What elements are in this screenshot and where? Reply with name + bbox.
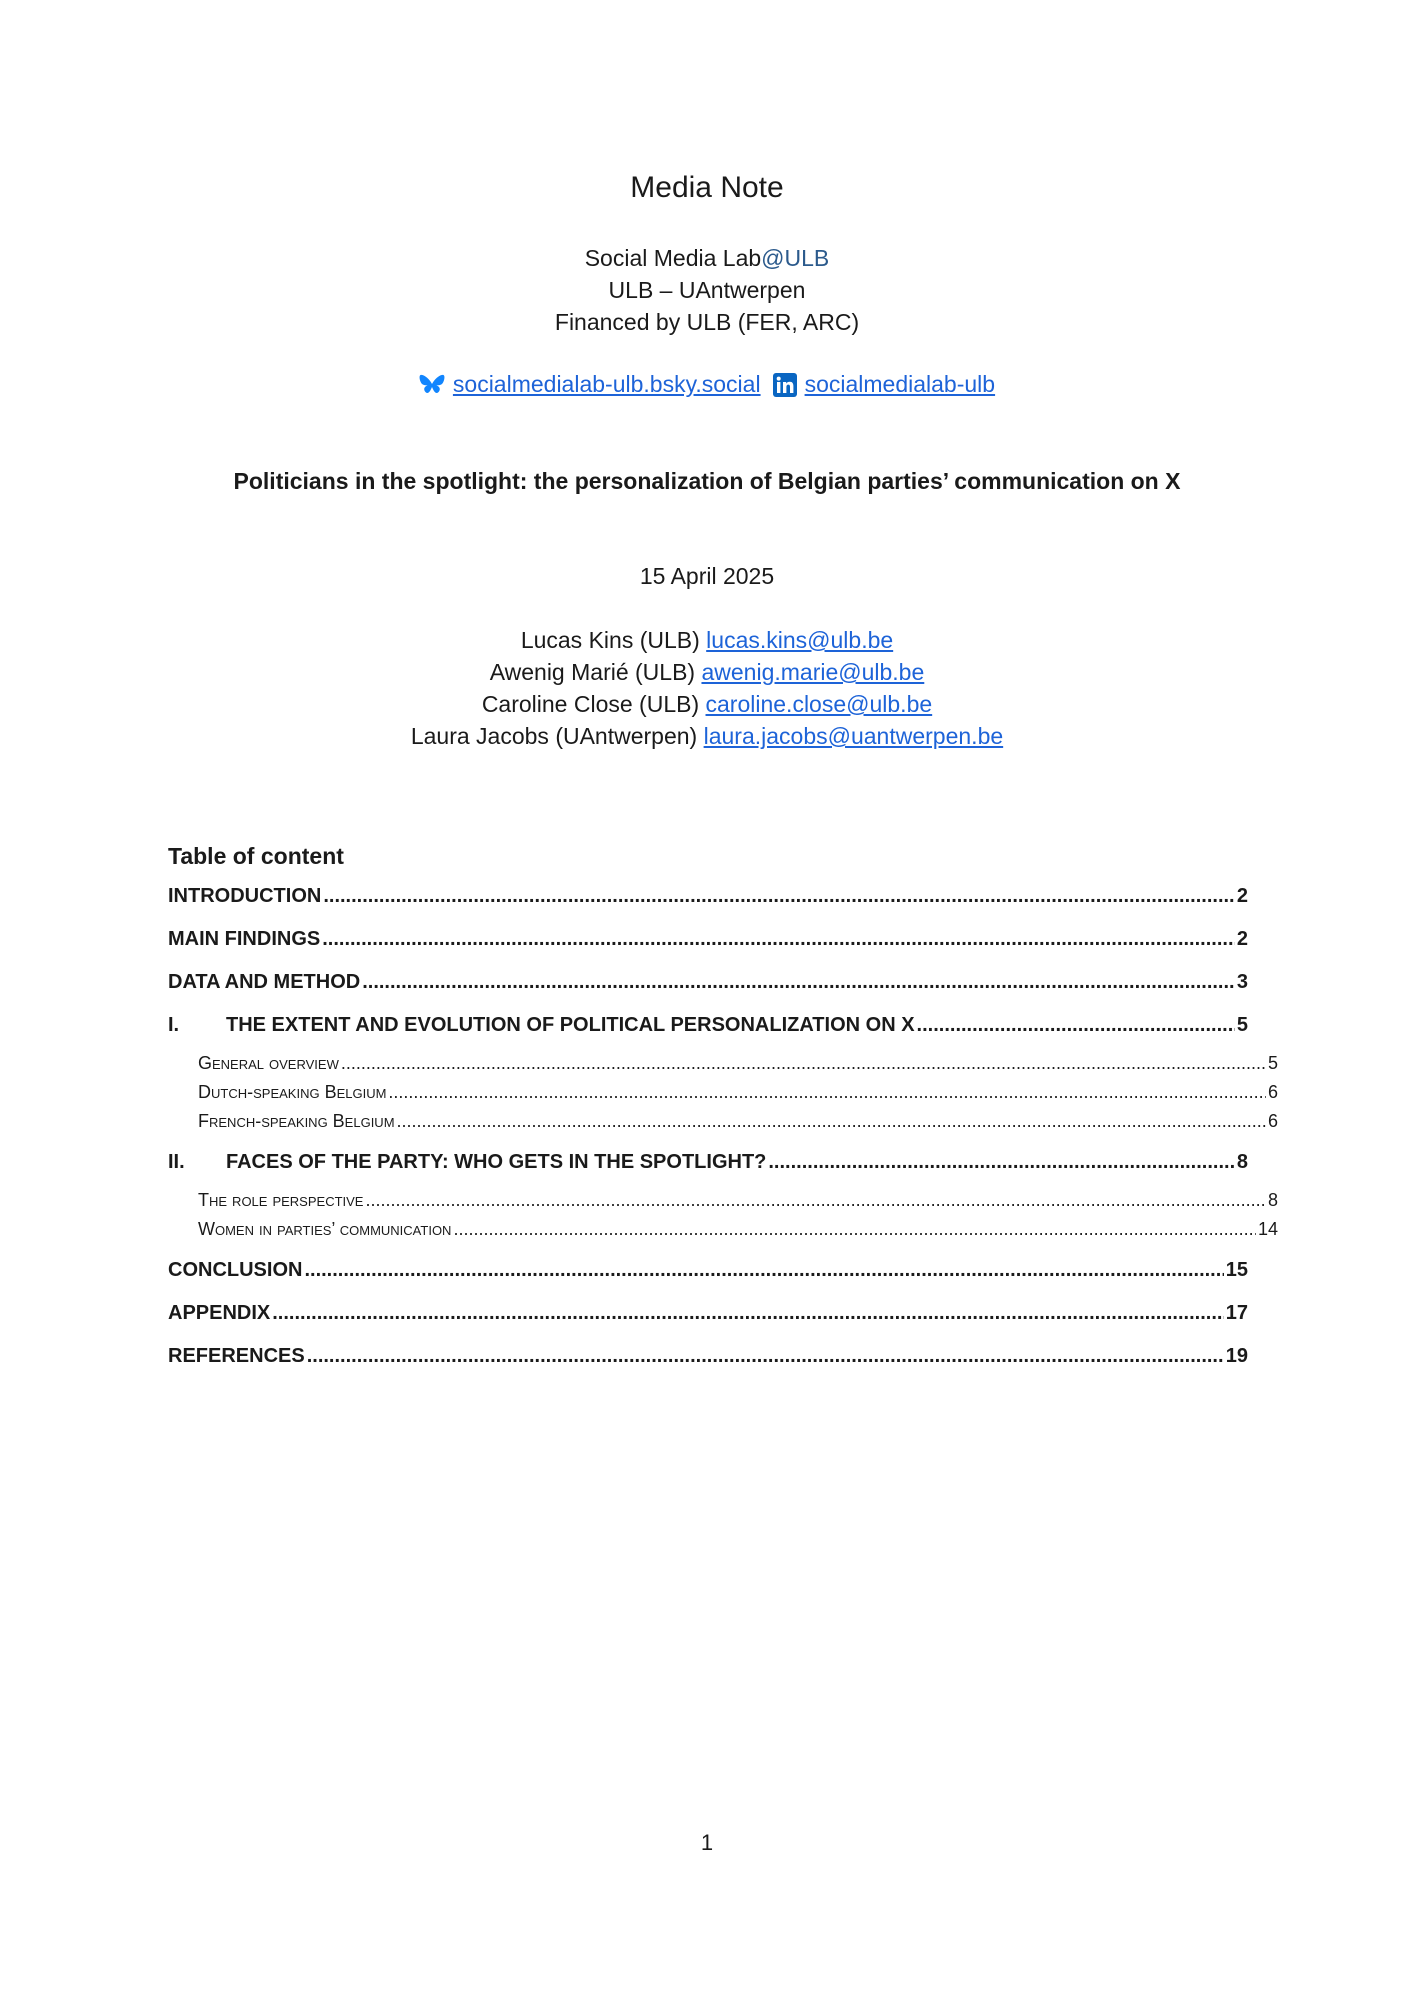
toc-entry-page: 5 [1236,1014,1248,1036]
toc-entry-label: Dutch-speaking Belgium [198,1082,387,1102]
toc-entry-label: FACES OF THE PARTY: WHO GETS IN THE SPOTLIGHT? [226,1151,767,1173]
author-name: Awenig Marié (ULB) [489,659,696,685]
toc-entry-page: 2 [1236,885,1248,907]
linkedin-link[interactable]: socialmedialab-ulb [804,371,996,397]
toc-entry-data-and-method[interactable] [168,968,1248,996]
toc-entry-label: CONCLUSION [168,1259,303,1281]
toc-entry-label: Women in parties’ communication [198,1219,452,1239]
toc-entry-number: I. [168,1014,180,1036]
organization-block [0,242,1414,338]
page-number: 1 [700,1830,714,1855]
toc-entry-label: INTRODUCTION [168,885,322,907]
organization-name: Social Media Lab [584,245,762,271]
toc-entry-role-perspective[interactable] [168,1188,1278,1212]
toc-entry-page: 8 [1236,1151,1248,1173]
toc-entry-page: 15 [1225,1259,1248,1281]
toc-entry-references[interactable] [168,1342,1248,1370]
author-email-link[interactable]: laura.jacobs@uantwerpen.be [703,723,1004,749]
author-line [0,624,1414,656]
author-email-link[interactable]: caroline.close@ulb.be [705,691,933,717]
author-name: Laura Jacobs (UAntwerpen) [410,723,698,749]
toc-entry-french-speaking[interactable] [168,1109,1278,1133]
organization-name-line [0,242,1414,274]
toc-entry-section-1[interactable] [168,1011,1248,1039]
author-line [0,688,1414,720]
author-line [0,720,1414,752]
toc-entry-page: 3 [1236,971,1248,993]
universities-line: ULB – UAntwerpen [608,277,806,303]
toc-entry-label: MAIN FINDINGS [168,928,321,950]
toc-entry-page: 19 [1225,1345,1248,1367]
toc-entry-appendix[interactable] [168,1299,1248,1327]
author-line [0,656,1414,688]
toc-entry-main-findings[interactable] [168,925,1248,953]
toc-entry-label: REFERENCES [168,1345,305,1367]
toc-entry-page: 2 [1236,928,1248,950]
toc-entry-label: DATA AND METHOD [168,971,361,993]
organization-at: @ULB [761,245,830,271]
linkedin-icon [773,373,797,405]
social-links [0,368,1414,405]
toc-entry-label: The role perspective [198,1190,364,1210]
publication-date: 15 April 2025 [639,563,775,589]
toc-entry-label: French-speaking Belgium [198,1111,395,1131]
toc-entry-section-2[interactable] [168,1148,1248,1176]
toc-entry-page: 8 [1267,1190,1278,1210]
author-name: Caroline Close (ULB) [481,691,700,717]
toc-entry-general-overview[interactable] [168,1051,1278,1075]
toc-entry-number: II. [168,1151,185,1173]
toc-entry-introduction[interactable] [168,882,1248,910]
financing-line: Financed by ULB (FER, ARC) [554,309,860,335]
main-title: Politicians in the spotlight: the personalization of Belgian parties’ communication on X [233,468,1181,494]
author-email-link[interactable]: awenig.marie@ulb.be [701,659,925,685]
butterfly-icon [419,373,445,405]
table-of-contents [168,840,1278,1370]
toc-entry-page: 6 [1267,1111,1278,1131]
toc-entry-dutch-speaking[interactable] [168,1080,1278,1104]
toc-entry-page: 5 [1267,1053,1278,1073]
toc-entry-label: General overview [198,1053,339,1073]
toc-heading: Table of content [168,843,344,869]
document-type: Media Note [630,171,784,204]
author-email-link[interactable]: lucas.kins@ulb.be [706,627,894,653]
toc-entry-women[interactable] [168,1217,1278,1241]
toc-entry-conclusion[interactable] [168,1256,1248,1284]
authors-list [0,624,1414,752]
bluesky-link[interactable]: socialmedialab-ulb.bsky.social [452,371,761,397]
toc-entry-page: 17 [1225,1302,1248,1324]
toc-entry-page: 14 [1257,1219,1278,1239]
toc-entry-page: 6 [1267,1082,1278,1102]
toc-entry-label: APPENDIX [168,1302,271,1324]
author-name: Lucas Kins (ULB) [520,627,700,653]
toc-entry-label: THE EXTENT AND EVOLUTION OF POLITICAL PERSONALIZATION ON X [226,1014,915,1036]
